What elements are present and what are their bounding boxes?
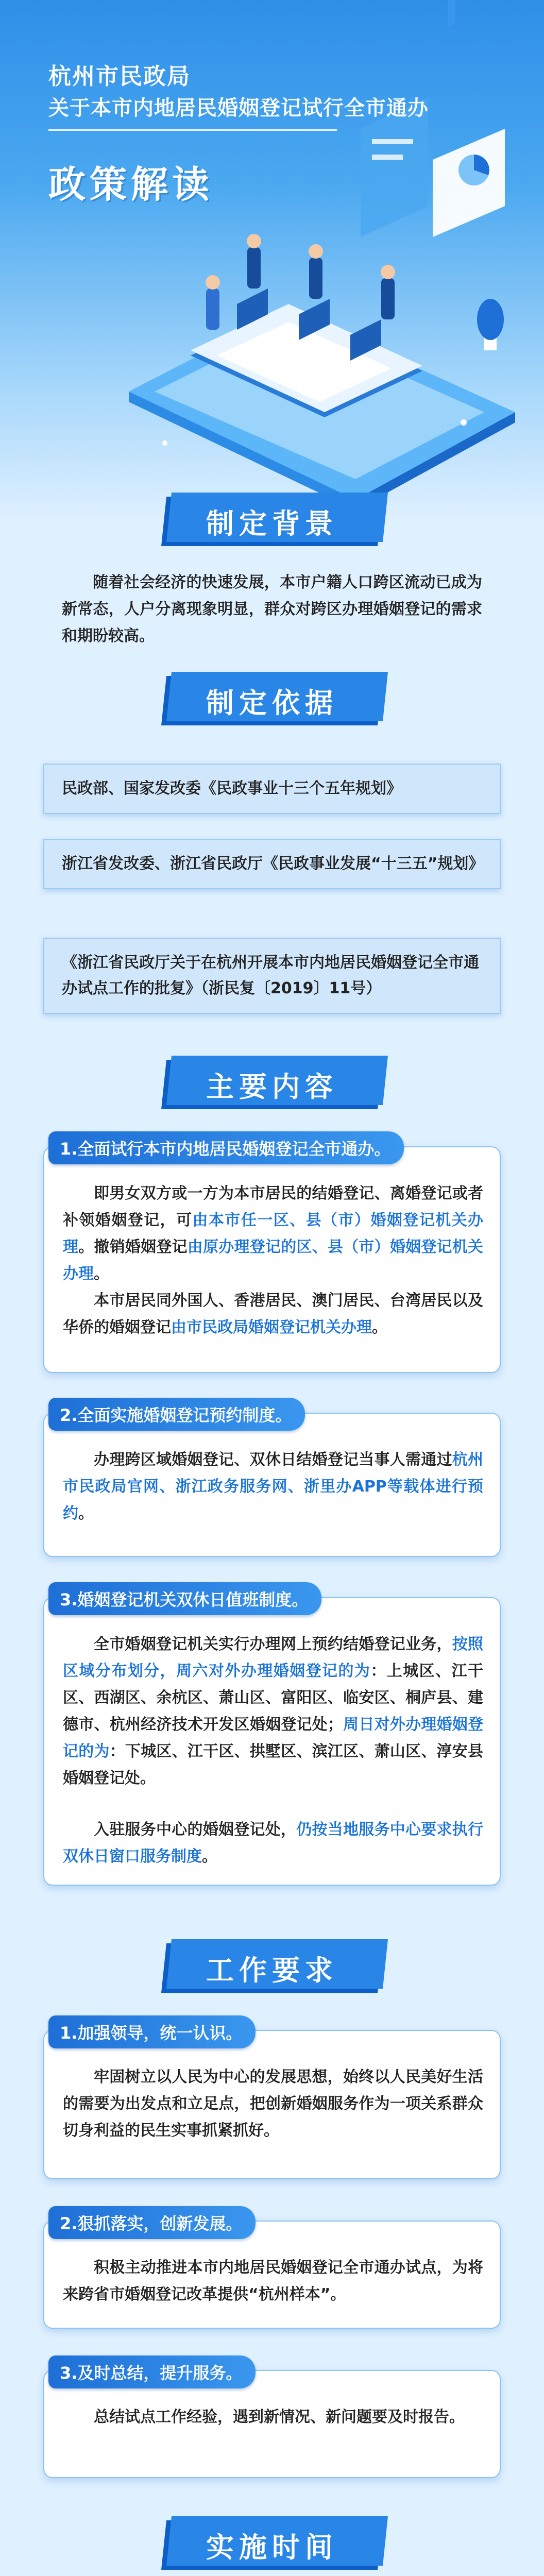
basis-item-1: 民政部、国家发改委《民政事业十三个五年规划》 [43, 764, 501, 814]
content-2-paragraph: 办理跨区域婚姻登记、双休日结婚登记当事人需通过杭州市民政局官网、浙江政务服务网、浙里办APP等载体进行预约。 [63, 1451, 483, 1522]
requirement-3-text: 总结试点工作经验，遇到新情况、新问题要及时报告。 [94, 2408, 465, 2426]
requirement-item-1-title: 1.加强领导，统一认识。 [48, 2015, 256, 2048]
requirement-item-2-title: 2.狠抓落实，创新发展。 [48, 2206, 256, 2239]
title-divider [48, 129, 337, 131]
policy-interpretation-title: 政策解读 [48, 163, 214, 206]
requirement-2-text: 积极主动推进本市内地居民婚姻登记全市通办试点，为将来跨省市婚姻登记改革提供“杭州样本”。 [63, 2259, 483, 2303]
section-title: 制定依据 [206, 686, 338, 719]
content-1-paragraph-1: 即男女双方或一方为本市居民的结婚登记、离婚登记或者补领婚姻登记，可由本市任一区、县（市）婚姻登记机关办理。撤销婚姻登记由原办理登记的区、县（市）婚姻登记机关办理。 [63, 1184, 484, 1283]
section-heading-requirements [156, 1937, 388, 1999]
basis-item-3: 《浙江省民政厅关于在杭州开展本市内地居民婚姻登记全市通办试点工作的批复》（浙民复〔2019〕11号） [43, 938, 501, 1014]
content-card-3 [43, 1597, 501, 1886]
content-item-3-title: 3.婚姻登记机关双休日值班制度。 [48, 1582, 321, 1615]
content-3-paragraph-2: 入驻服务中心的婚姻登记处，仍按当地服务中心要求执行双休日窗口服务制度。 [63, 1821, 483, 1866]
header-banner [0, 0, 544, 520]
section-heading-implementation [156, 2514, 388, 2576]
background-text: 随着社会经济的快速发展，本市户籍人口跨区流动已成为新常态，人户分离现象明显，群众对跨区办理婚姻登记的需求和期盼较高。 [62, 573, 482, 645]
requirement-1-text: 牢固树立以人民为中心的发展思想，始终以人民美好生活的需要为出发点和立足点，把创新婚姻服务作为一项关系群众切身利益的民生实事抓紧抓好。 [63, 2068, 483, 2140]
section-title: 制定背景 [206, 507, 338, 540]
department-name: 杭州市民政局 [48, 63, 191, 90]
requirement-card-1 [43, 2030, 501, 2179]
content-item-1-title: 1.全面试行本市内地居民婚姻登记全市通办。 [48, 1131, 404, 1164]
content-item-2-title: 2.全面实施婚姻登记预约制度。 [48, 1398, 305, 1431]
section-title: 工作要求 [206, 1954, 338, 1987]
content-1-paragraph-2: 本市居民同外国人、香港居民、澳门居民、台湾居民以及华侨的婚姻登记由市民政局婚姻登记机关办理。 [63, 1292, 483, 1336]
notice-title: 关于本市内地居民婚姻登记试行全市通办 [48, 96, 429, 120]
requirement-item-3-title: 3.及时总结，提升服务。 [48, 2355, 256, 2388]
section-title: 实施时间 [206, 2531, 338, 2564]
section-heading-background [156, 490, 388, 552]
section-title: 主要内容 [206, 1070, 338, 1103]
basis-item-2: 浙江省发改委、浙江省民政厅《民政事业发展“十三五”规划》 [43, 839, 501, 889]
section-heading-content [156, 1054, 388, 1115]
section-heading-basis [156, 670, 388, 732]
content-card-1 [43, 1146, 501, 1373]
content-card-2 [43, 1413, 501, 1557]
content-3-paragraph-1: 全市婚姻登记机关实行办理网上预约结婚登记业务，按照区域分布划分，周六对外办理婚姻登记的为：上城区、江干区、西湖区、余杭区、萧山区、富阳区、临安区、桐庐县、建德市、杭州经济技术开发区婚姻登记处；周日对外办理婚姻登记的为：下城区、江干区、拱墅区、滨江区、萧山区、淳安县婚姻登记处。 [63, 1635, 484, 1787]
